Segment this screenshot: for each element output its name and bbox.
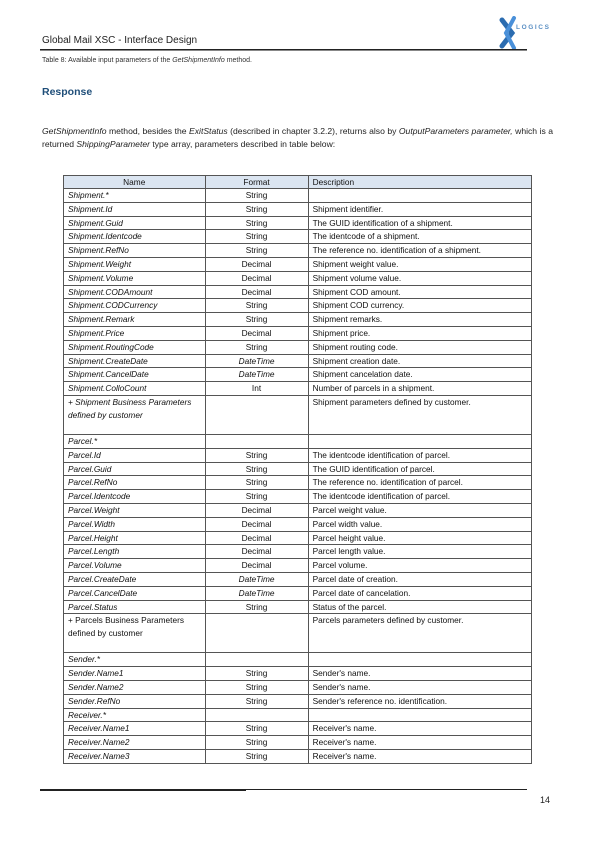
cell-description: The GUID identification of a shipment. xyxy=(308,216,531,230)
cell-format: DateTime xyxy=(205,354,308,368)
cell-name: Shipment.Remark xyxy=(64,313,206,327)
table-row xyxy=(64,462,532,476)
cell-format: String xyxy=(205,680,308,694)
cell-name: Shipment.RefNo xyxy=(64,244,206,258)
table-row xyxy=(64,545,532,559)
cell-format: String xyxy=(205,667,308,681)
cell-format xyxy=(205,653,308,667)
cell-description: Shipment routing code. xyxy=(308,340,531,354)
cell-format: String xyxy=(205,600,308,614)
cell-format: Decimal xyxy=(205,559,308,573)
table-body xyxy=(64,189,532,764)
cell-format: String xyxy=(205,490,308,504)
section-heading: Response xyxy=(42,86,93,98)
table-row xyxy=(64,531,532,545)
table-row xyxy=(64,517,532,531)
header-rule-shadow xyxy=(40,50,527,51)
cell-description: Shipment remarks. xyxy=(308,313,531,327)
table-row xyxy=(64,572,532,586)
cell-format: String xyxy=(205,694,308,708)
table-row xyxy=(64,354,532,368)
cell-name: Shipment.Price xyxy=(64,326,206,340)
cell-description: Parcels parameters defined by customer. xyxy=(308,614,531,653)
cell-name: Parcel.CancelDate xyxy=(64,586,206,600)
cell-description: Number of parcels in a shipment. xyxy=(308,382,531,396)
para-output-params: OutputParameters parameter, xyxy=(398,126,513,136)
cell-name: Shipment.RoutingCode xyxy=(64,340,206,354)
cell-description xyxy=(308,653,531,667)
cell-format: Decimal xyxy=(205,531,308,545)
table-row xyxy=(64,559,532,573)
cell-format: String xyxy=(205,340,308,354)
cell-format: DateTime xyxy=(205,572,308,586)
cell-format: String xyxy=(205,244,308,258)
cell-description: Parcel width value. xyxy=(308,517,531,531)
table-row xyxy=(64,340,532,354)
para-text-3: which is a returned xyxy=(42,126,554,149)
caption-prefix: Table 8: Available input parameters of the xyxy=(42,57,173,64)
table-row xyxy=(64,749,532,763)
table-row xyxy=(64,448,532,462)
cell-name: Shipment.CODAmount xyxy=(64,285,206,299)
cell-format xyxy=(205,434,308,448)
cell-description: Sender's name. xyxy=(308,680,531,694)
footer-rule-accent xyxy=(40,790,246,791)
cell-name: Parcel.Height xyxy=(64,531,206,545)
cell-name: Parcel.Volume xyxy=(64,559,206,573)
cell-name: Shipment.CancelDate xyxy=(64,368,206,382)
table-row xyxy=(64,202,532,216)
table-row xyxy=(64,368,532,382)
table-row xyxy=(64,434,532,448)
cell-name: Parcel.Id xyxy=(64,448,206,462)
cell-name: Parcel.* xyxy=(64,434,206,448)
cell-format: Decimal xyxy=(205,285,308,299)
cell-name: Parcel.Weight xyxy=(64,503,206,517)
table-row xyxy=(64,395,532,434)
x-logo-icon xyxy=(498,16,554,50)
table-row xyxy=(64,476,532,490)
cell-format: String xyxy=(205,722,308,736)
para-shipping-param: ShippingParameter xyxy=(76,139,150,149)
table-row xyxy=(64,600,532,614)
cell-name: Sender.RefNo xyxy=(64,694,206,708)
parameters-table xyxy=(63,175,532,764)
column-header-name: Name xyxy=(64,176,206,189)
table-row xyxy=(64,257,532,271)
xlogics-logo xyxy=(498,16,554,50)
cell-name: Parcel.Identcode xyxy=(64,490,206,504)
cell-description: Parcel length value. xyxy=(308,545,531,559)
cell-description: Sender's reference no. identification. xyxy=(308,694,531,708)
table-row xyxy=(64,586,532,600)
cell-description: Parcel weight value. xyxy=(308,503,531,517)
cell-name: Shipment.Id xyxy=(64,202,206,216)
table-row xyxy=(64,503,532,517)
column-header-description: Description xyxy=(308,176,531,189)
table-row xyxy=(64,285,532,299)
cell-format: DateTime xyxy=(205,586,308,600)
cell-description xyxy=(308,708,531,722)
cell-format: Decimal xyxy=(205,271,308,285)
cell-name: Shipment.Volume xyxy=(64,271,206,285)
logo-wordmark: LOGICS xyxy=(516,24,551,31)
cell-description: Shipment weight value. xyxy=(308,257,531,271)
cell-format xyxy=(205,614,308,653)
cell-name: Shipment.Weight xyxy=(64,257,206,271)
cell-name: Parcel.RefNo xyxy=(64,476,206,490)
table-row xyxy=(64,490,532,504)
cell-description: Parcel volume. xyxy=(308,559,531,573)
body-paragraph xyxy=(42,125,553,151)
cell-format: Decimal xyxy=(205,517,308,531)
table-row xyxy=(64,653,532,667)
caption-method: GetShipmentInfo xyxy=(172,57,225,64)
cell-description: Receiver's name. xyxy=(308,736,531,750)
cell-name: Receiver.Name3 xyxy=(64,749,206,763)
cell-format: String xyxy=(205,313,308,327)
cell-description: Sender's name. xyxy=(308,667,531,681)
para-method: GetShipmentInfo xyxy=(42,126,107,136)
table-row xyxy=(64,313,532,327)
para-exitstatus: ExitStatus xyxy=(189,126,228,136)
cell-format xyxy=(205,708,308,722)
cell-description: Parcel date of creation. xyxy=(308,572,531,586)
cell-name: Parcel.Width xyxy=(64,517,206,531)
cell-name: Shipment.Identcode xyxy=(64,230,206,244)
table-row xyxy=(64,614,532,653)
cell-name: Receiver.Name2 xyxy=(64,736,206,750)
cell-description: The identcode identification of parcel. xyxy=(308,490,531,504)
table-row xyxy=(64,667,532,681)
para-text-2: (described in chapter 3.2.2), returns also by xyxy=(227,126,399,136)
cell-format: Decimal xyxy=(205,326,308,340)
table-row xyxy=(64,326,532,340)
cell-name: Parcel.Status xyxy=(64,600,206,614)
cell-name: Receiver.* xyxy=(64,708,206,722)
cell-description: Receiver's name. xyxy=(308,749,531,763)
cell-format: String xyxy=(205,189,308,203)
table-row xyxy=(64,271,532,285)
cell-description: The reference no. identification of parcel. xyxy=(308,476,531,490)
table-row xyxy=(64,216,532,230)
cell-name: Parcel.Guid xyxy=(64,462,206,476)
cell-format xyxy=(205,395,308,434)
table-row xyxy=(64,694,532,708)
cell-description xyxy=(308,189,531,203)
cell-description: The reference no. identification of a shipment. xyxy=(308,244,531,258)
cell-description: Parcel date of cancelation. xyxy=(308,586,531,600)
cell-format: Int xyxy=(205,382,308,396)
table-row xyxy=(64,189,532,203)
table-row xyxy=(64,299,532,313)
table-caption xyxy=(42,57,252,64)
cell-description: Shipment parameters defined by customer. xyxy=(308,395,531,434)
cell-description: Shipment COD currency. xyxy=(308,299,531,313)
cell-description: Shipment price. xyxy=(308,326,531,340)
table-row xyxy=(64,722,532,736)
cell-format: String xyxy=(205,448,308,462)
cell-format: String xyxy=(205,299,308,313)
cell-format: String xyxy=(205,476,308,490)
cell-description: Shipment volume value. xyxy=(308,271,531,285)
table-row xyxy=(64,736,532,750)
cell-format: String xyxy=(205,216,308,230)
document-header-title: Global Mail XSC - Interface Design xyxy=(42,35,198,46)
column-header-format: Format xyxy=(205,176,308,189)
table-header-row xyxy=(64,176,532,189)
cell-format: String xyxy=(205,462,308,476)
cell-name: Shipment.* xyxy=(64,189,206,203)
cell-name: + Shipment Business Parameters defined by customer xyxy=(64,395,206,434)
cell-description: Shipment identifier. xyxy=(308,202,531,216)
cell-name: Receiver.Name1 xyxy=(64,722,206,736)
cell-name: Sender.Name1 xyxy=(64,667,206,681)
cell-description: The identcode identification of parcel. xyxy=(308,448,531,462)
cell-name: Shipment.CreateDate xyxy=(64,354,206,368)
cell-format: String xyxy=(205,736,308,750)
cell-name: + Parcels Business Parameters defined by customer xyxy=(64,614,206,653)
cell-format: String xyxy=(205,749,308,763)
table-row xyxy=(64,244,532,258)
cell-description xyxy=(308,434,531,448)
cell-description: Shipment COD amount. xyxy=(308,285,531,299)
cell-name: Shipment.Guid xyxy=(64,216,206,230)
cell-description: Shipment creation date. xyxy=(308,354,531,368)
table-row xyxy=(64,708,532,722)
cell-description: Shipment cancelation date. xyxy=(308,368,531,382)
cell-name: Sender.* xyxy=(64,653,206,667)
caption-suffix: method. xyxy=(224,57,253,64)
cell-description: The identcode of a shipment. xyxy=(308,230,531,244)
cell-description: Status of the parcel. xyxy=(308,600,531,614)
page-number: 14 xyxy=(540,795,551,805)
cell-format: Decimal xyxy=(205,503,308,517)
para-text-4: type array, parameters described in table below: xyxy=(149,139,336,149)
cell-format: String xyxy=(205,202,308,216)
cell-description: The GUID identification of parcel. xyxy=(308,462,531,476)
cell-description: Parcel height value. xyxy=(308,531,531,545)
cell-name: Shipment.CODCurrency xyxy=(64,299,206,313)
table-row xyxy=(64,382,532,396)
cell-format: Decimal xyxy=(205,257,308,271)
para-text-1: method, besides the xyxy=(106,126,189,136)
cell-format: String xyxy=(205,230,308,244)
cell-format: DateTime xyxy=(205,368,308,382)
cell-format: Decimal xyxy=(205,545,308,559)
cell-name: Parcel.CreateDate xyxy=(64,572,206,586)
cell-name: Sender.Name2 xyxy=(64,680,206,694)
table-row xyxy=(64,230,532,244)
cell-description: Receiver's name. xyxy=(308,722,531,736)
cell-name: Shipment.ColloCount xyxy=(64,382,206,396)
table-row xyxy=(64,680,532,694)
cell-name: Parcel.Length xyxy=(64,545,206,559)
